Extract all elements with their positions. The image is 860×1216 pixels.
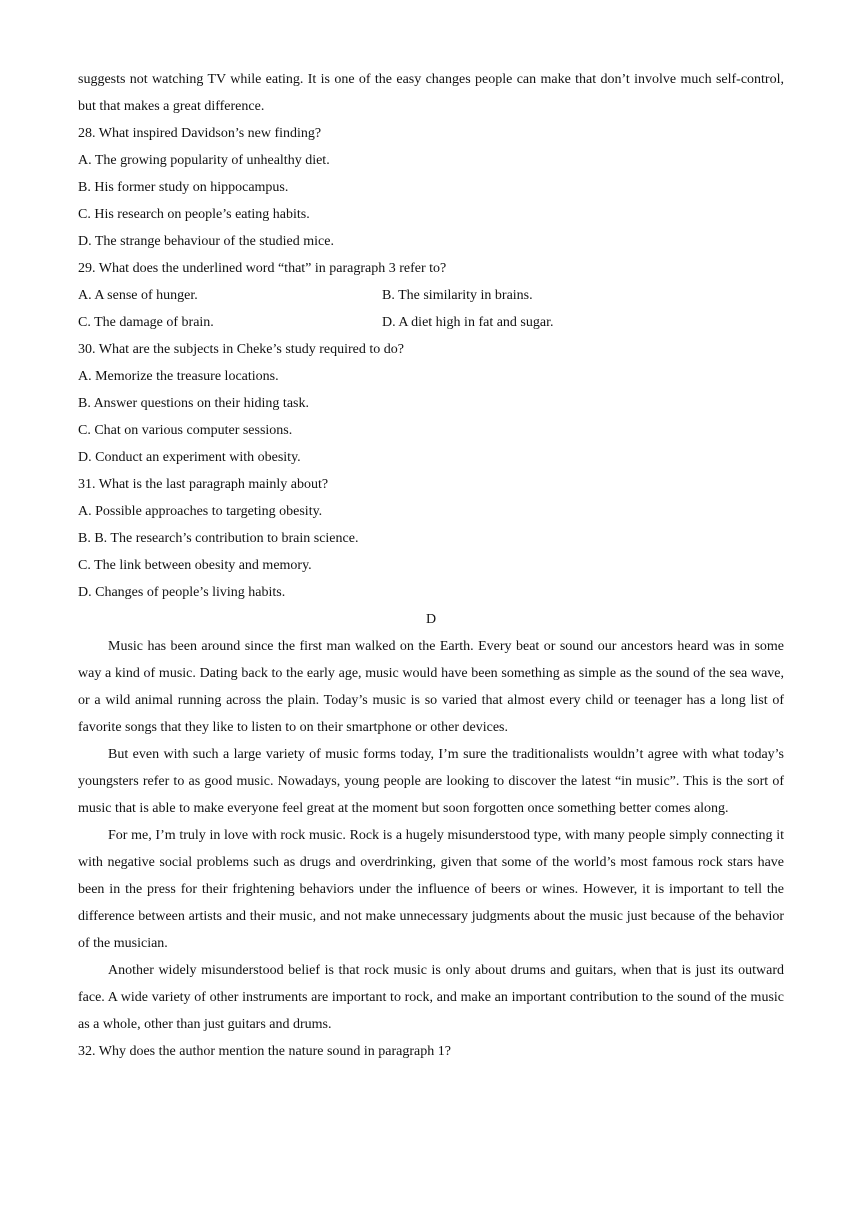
- question-stem: 30. What are the subjects in Cheke’s study required to do?: [78, 342, 404, 357]
- option-row: [78, 282, 784, 309]
- question-30: [78, 336, 784, 471]
- option-b: B. B. The research’s contribution to brain science.: [78, 531, 359, 546]
- passage-paragraph-1: Music has been around since the first man walked on the Earth. Every beat or sound our ancestors heard was in some way a kind of music. Dating back to the early age, music would have been something as simple as the sound of the sea wave, or a wild animal running across the plain. Today’s music is so varied that almost every child or teenager has a long list of favorite songs that they like to listen to on their smartphone or other devices.: [78, 639, 784, 735]
- question-32-stem: 32. Why does the author mention the nature sound in paragraph 1?: [78, 1044, 451, 1059]
- intro-paragraph: suggests not watching TV while eating. It is one of the easy changes people can make that don’t involve much self-control, but that makes a great difference.: [78, 72, 784, 114]
- option-a: A. Memorize the treasure locations.: [78, 369, 279, 384]
- document-page: [78, 66, 784, 1065]
- option-b: B. The similarity in brains.: [382, 288, 533, 303]
- question-stem: 31. What is the last paragraph mainly about?: [78, 477, 329, 492]
- option-row: [78, 309, 784, 336]
- option-d: D. A diet high in fat and sugar.: [382, 315, 554, 330]
- question-stem: 28. What inspired Davidson’s new finding?: [78, 126, 322, 141]
- option-c: C. The damage of brain.: [78, 315, 214, 330]
- passage-paragraph-2: But even with such a large variety of music forms today, I’m sure the traditionalists wouldn’t agree with what today’s youngsters refer to as good music. Nowadays, young people are looking to discover the latest “in music”. This is the sort of music that is able to make everyone feel great at the moment but soon forgotten once something better comes along.: [78, 747, 784, 816]
- option-d: D. Changes of people’s living habits.: [78, 585, 286, 600]
- option-a: A. Possible approaches to targeting obesity.: [78, 504, 323, 519]
- question-28: [78, 120, 784, 255]
- option-c: C. The link between obesity and memory.: [78, 558, 312, 573]
- question-31: [78, 471, 784, 606]
- option-a: A. The growing popularity of unhealthy diet.: [78, 153, 330, 168]
- option-d: D. The strange behaviour of the studied mice.: [78, 234, 334, 249]
- passage-paragraph-4: Another widely misunderstood belief is that rock music is only about drums and guitars, when that is just its outward face. A wide variety of other instruments are important to rock, and make an important contribution to the sound of the music as a whole, other than just guitars and drums.: [78, 963, 784, 1032]
- option-b: B. Answer questions on their hiding task.: [78, 396, 309, 411]
- question-29: [78, 255, 784, 336]
- option-a: A. A sense of hunger.: [78, 288, 198, 303]
- option-c: C. His research on people’s eating habits.: [78, 207, 310, 222]
- question-stem: 29. What does the underlined word “that” in paragraph 3 refer to?: [78, 261, 447, 276]
- option-b: B. His former study on hippocampus.: [78, 180, 289, 195]
- option-d: D. Conduct an experiment with obesity.: [78, 450, 301, 465]
- section-heading: D: [425, 612, 437, 627]
- passage-paragraph-3: For me, I’m truly in love with rock music. Rock is a hugely misunderstood type, with many people simply connecting it with negative social problems such as drugs and overdrinking, given that some of the world’s most famous rock stars have been in the press for their frightening behaviors under the influence of beers or wines. However, it is important to tell the difference between artists and their music, and not make unnecessary judgments about the music just because of the behavior of the musician.: [78, 828, 784, 951]
- option-c: C. Chat on various computer sessions.: [78, 423, 293, 438]
